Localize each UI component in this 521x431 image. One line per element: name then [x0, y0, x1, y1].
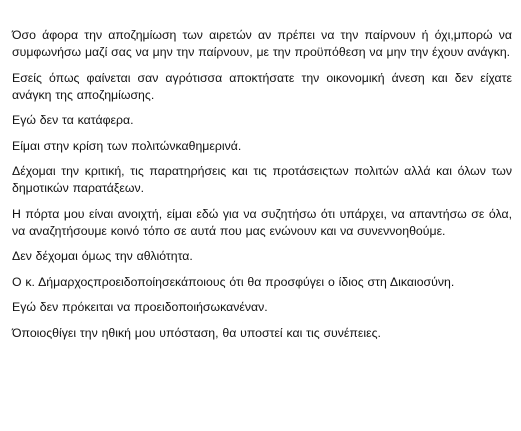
paragraph-reject-vileness: Δεν δέχομαι όμως την αθλιότητα.: [12, 249, 193, 263]
paragraph-no-warning: Εγώ δεν πρόκειται να προειδοποιήσωκανέναν.: [12, 300, 268, 314]
paragraph-compensation: Όσο άφορα την αποζημίωση των αιρετών αν πρέπει να την παίρνουν ή όχι,μπορώ να συμφωνήσω μαζί σας να μην την παίρνουν, με την προϋπόθεση να μην την έχουν ανάγκη.: [12, 28, 512, 59]
paragraph-accept-criticism: Δέχομαι την κριτική, τις παρατηρήσεις και τις προτάσειςτων πολιτών αλλά και όλων των δημοτικών παρατάξεων.: [12, 164, 512, 195]
paragraph-judged-by-citizens: Είμαι στην κρίση των πολιτώνκαθημερινά.: [12, 138, 242, 153]
paragraph-i-did-not-manage: Εγώ δεν τα κατάφερα.: [12, 113, 134, 127]
paragraph-open-door: Η πόρτα μου είναι ανοιχτή, είμαι εδώ για να συζητήσω ότι υπάρχει, να απαντήσω σε όλα, να αναζητήσουμε κοινό τόπο σε αυτά που μας ενώνουν και να συνεννοηθούμε.: [12, 206, 512, 238]
paragraph-mayor-warning: Ο κ. Δήμαρχοςπροειδοποίησεκάποιους ότι θα προσφύγει ο ίδιος στη Δικαιοσύνη.: [12, 274, 455, 289]
paragraph-financial-ease: Εσείς όπως φαίνεται σαν αγρότισσα αποκτήσατε την οικονομική άνεση και δεν είχατε ανάγκη της αποζημίωσης.: [12, 70, 512, 102]
document-body: [12, 27, 512, 350]
paragraph-consequences: Όποιοςθίγει την ηθική μου υπόσταση, θα υποστεί και τις συνέπειες.: [12, 325, 381, 340]
